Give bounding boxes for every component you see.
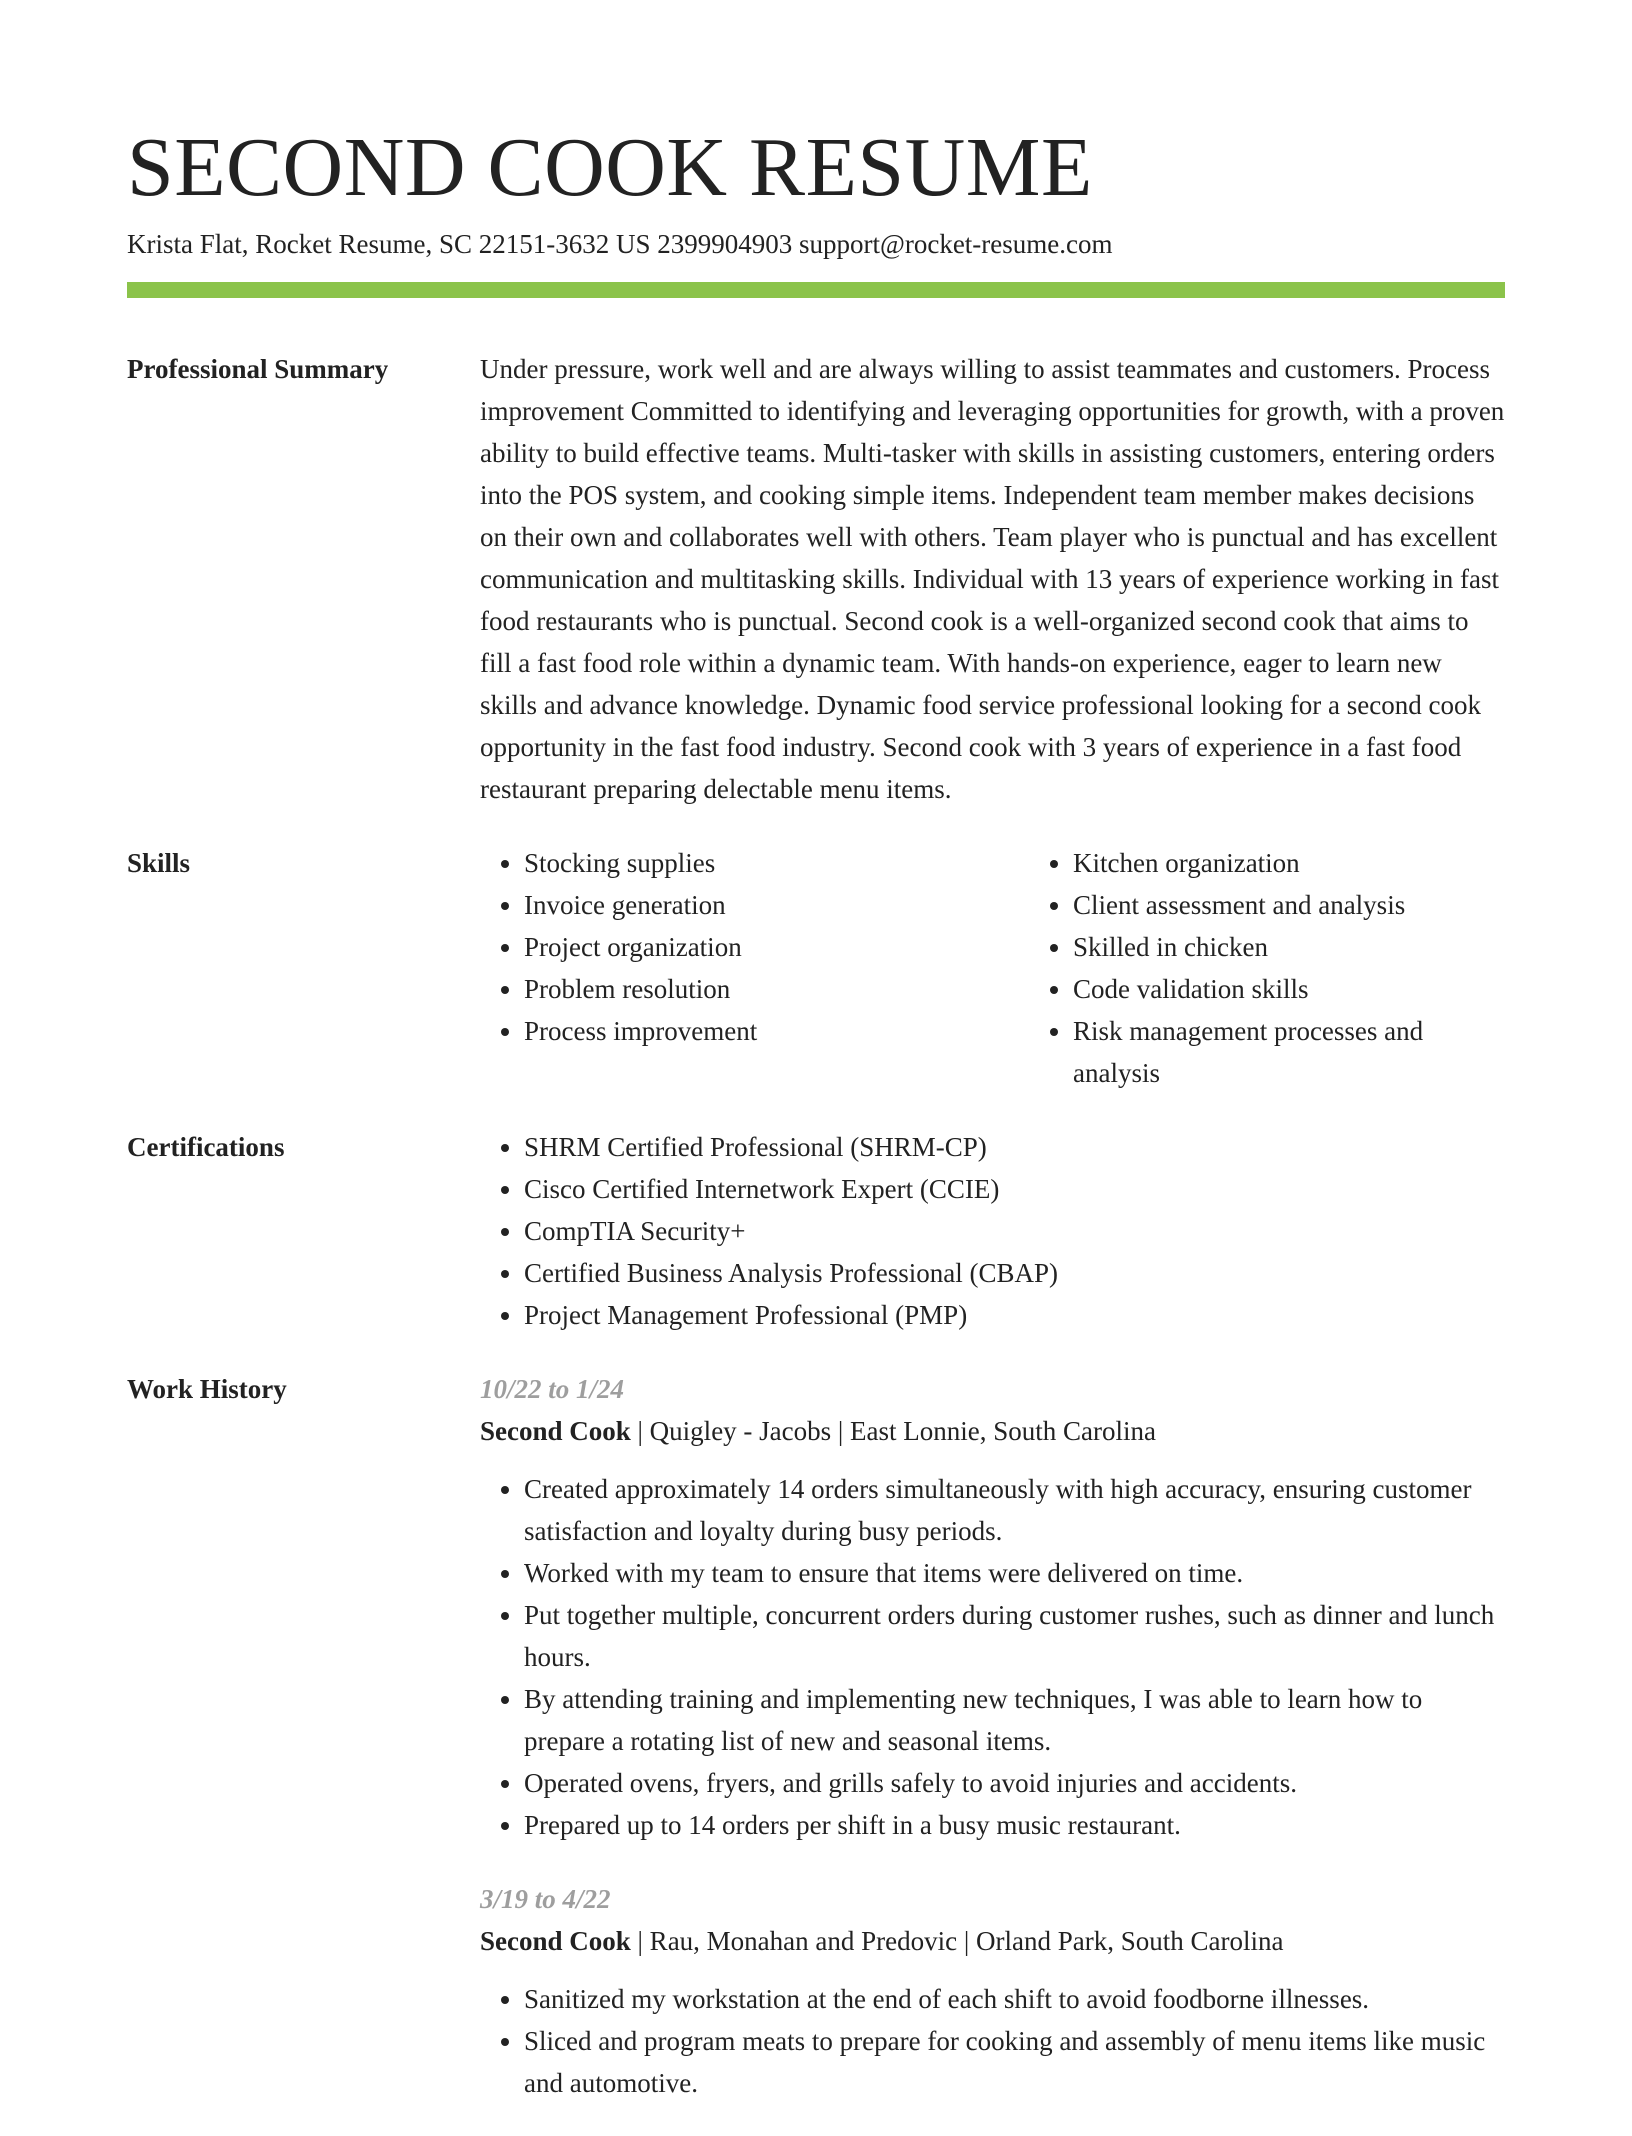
skills-label: Skills [127, 848, 191, 878]
summary-label: Professional Summary [127, 354, 389, 384]
job-entry [480, 1878, 1505, 2104]
summary-text: Under pressure, work well and are always willing to assist teammates and customers. Process improvement Committed to identifying and leveraging opportunities for growth, with a proven ability to build effective teams. Multi-tasker with skills in assisting customers, entering orders into the POS system, and cooking simple items. Independent team member makes decisions on their own and collaborates well with others. Team player who is punctual and has excellent communication and multitasking skills. Individual with 13 years of experience working in fast food restaurants who is punctual. Second cook is a well-organized second cook that aims to fill a fast food role within a dynamic team. With hands-on experience, eager to learn new skills and advance knowledge. Dynamic food service professional looking for a second cook opportunity in the fast food industry. Second cook with 3 years of experience in a fast food restaurant preparing delectable menu items. [480, 354, 1505, 804]
skills-columns [480, 842, 1505, 1094]
skill-item: • Risk management processes and analysis [1073, 1010, 1505, 1094]
certifications-label: Certifications [127, 1132, 285, 1162]
job-bullet: • Worked with my team to ensure that items were delivered on time. [524, 1552, 1505, 1594]
work-history-body [480, 1368, 1505, 2136]
job-bullet: • Sanitized my workstation at the end of each shift to avoid foodborne illnesses. [524, 1978, 1505, 2020]
job-dates: 3/19 to 4/22 [480, 1884, 611, 1914]
skill-item: • Stocking supplies [524, 842, 1029, 884]
job-bullet: • Prepared up to 14 orders per shift in a busy music restaurant. [524, 1804, 1505, 1846]
job-bullet: • Created approximately 14 orders simultaneously with high accuracy, ensuring customer satisfaction and loyalty during busy periods. [524, 1468, 1505, 1552]
header-divider [127, 282, 1505, 298]
skills-section [127, 842, 1505, 1094]
job-header [480, 1410, 1505, 1452]
job-bullet: • Put together multiple, concurrent orders during customer rushes, such as dinner and lunch hours. [524, 1594, 1505, 1678]
summary-section [127, 348, 1505, 810]
contact-line: Krista Flat, Rocket Resume, SC 22151-3632 US 2399904903 support@rocket-resume.com [127, 229, 1113, 259]
skill-item: • Problem resolution [524, 968, 1029, 1010]
skill-item: • Kitchen organization [1073, 842, 1505, 884]
job-bullet: • By attending training and implementing new techniques, I was able to learn how to prepare a rotating list of new and seasonal items. [524, 1678, 1505, 1762]
job-entry [480, 1368, 1505, 1846]
job-details: | Rau, Monahan and Predovic | Orland Park, South Carolina [630, 1926, 1284, 1956]
job-header [480, 1920, 1505, 1962]
certification-item: • Project Management Professional (PMP) [524, 1294, 1505, 1336]
certifications-section [127, 1126, 1505, 1336]
resume-page [127, 118, 1505, 2136]
job-details: | Quigley - Jacobs | East Lonnie, South Carolina [630, 1416, 1157, 1446]
job-bullets [480, 1978, 1505, 2104]
certification-item: • CompTIA Security+ [524, 1210, 1505, 1252]
certifications-body [480, 1126, 1505, 1336]
job-bullets [480, 1468, 1505, 1846]
work-history-label: Work History [127, 1374, 287, 1404]
certification-item: • Certified Business Analysis Professional (CBAP) [524, 1252, 1505, 1294]
skills-list-right [1029, 842, 1505, 1094]
skill-item: • Invoice generation [524, 884, 1029, 926]
skill-item: • Client assessment and analysis [1073, 884, 1505, 926]
certifications-list [480, 1126, 1505, 1336]
work-history-section [127, 1368, 1505, 2136]
skills-list-left [480, 842, 1029, 1094]
job-dates: 10/22 to 1/24 [480, 1374, 625, 1404]
job-title: Second Cook [480, 1926, 631, 1956]
skill-item: • Skilled in chicken [1073, 926, 1505, 968]
job-bullet: • Sliced and program meats to prepare for cooking and assembly of menu items like music and automotive. [524, 2020, 1505, 2104]
skill-item: • Project organization [524, 926, 1029, 968]
page-title: SECOND COOK RESUME [127, 121, 1093, 214]
job-bullet: • Operated ovens, fryers, and grills safely to avoid injuries and accidents. [524, 1762, 1505, 1804]
skill-item: • Process improvement [524, 1010, 1029, 1052]
certification-item: • Cisco Certified Internetwork Expert (CCIE) [524, 1168, 1505, 1210]
job-title: Second Cook [480, 1416, 631, 1446]
skill-item: • Code validation skills [1073, 968, 1505, 1010]
certification-item: • SHRM Certified Professional (SHRM-CP) [524, 1126, 1505, 1168]
